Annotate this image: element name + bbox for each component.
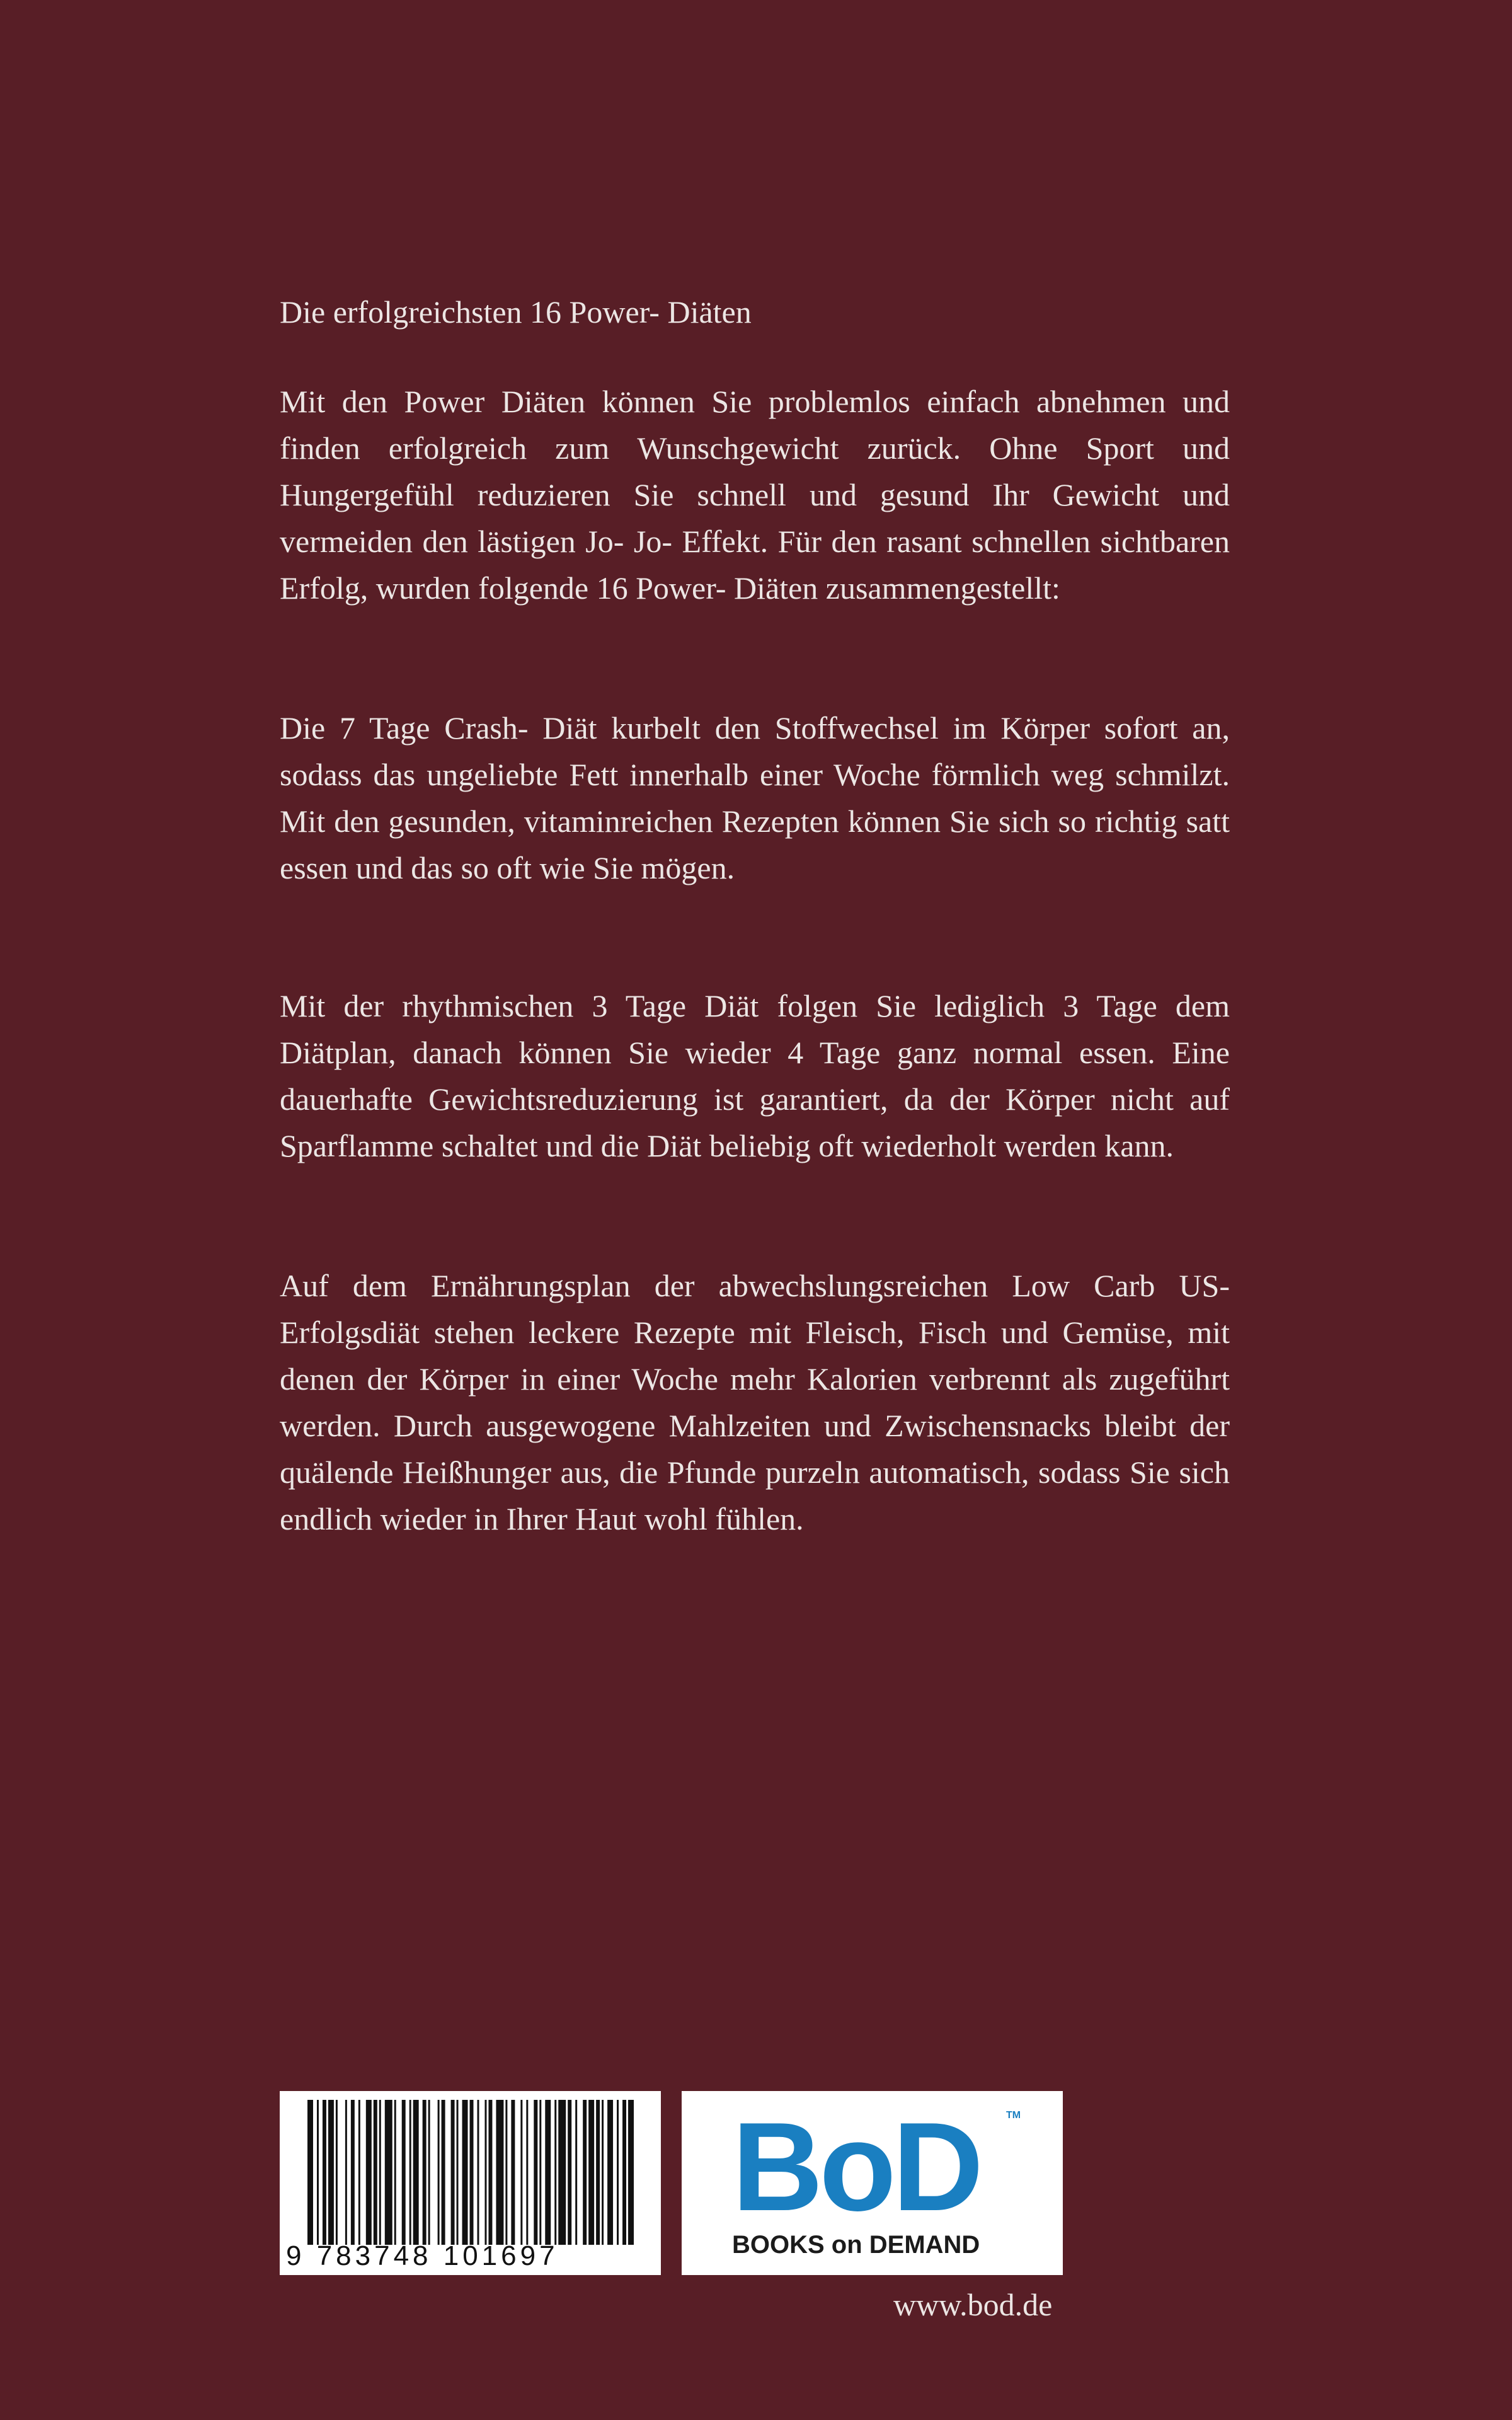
barcode-bar bbox=[622, 2100, 626, 2245]
barcode-bar bbox=[607, 2100, 613, 2245]
barcode-bar bbox=[394, 2100, 396, 2245]
barcode-bar bbox=[484, 2100, 486, 2245]
barcode-bar bbox=[410, 2100, 411, 2245]
paragraph-text: Auf dem Ernährungsplan der abwechslungsreichen Low Carb US- Erfolgsdiät stehen leckere Rezepte mit Fleisch, Fisch und Gemüse, mit denen der Körper in einer Woche mehr Kalorien verbrennt als zugeführt werden. Durch ausgewogene Mahlzeiten und Zwischensnacks bleibt der quälende Heißhunger aus, die Pfunde purzeln automatisch, sodass Sie sich endlich wieder in Ihrer Haut wohl fühlen. bbox=[280, 1268, 1230, 1536]
barcode-bar bbox=[323, 2100, 326, 2245]
barcode-bar bbox=[526, 2100, 528, 2245]
barcode-bar bbox=[366, 2100, 372, 2245]
barcode-bar bbox=[470, 2100, 474, 2245]
barcode-bar bbox=[351, 2100, 355, 2245]
barcode-bar bbox=[423, 2100, 427, 2245]
barcode-bar bbox=[568, 2100, 571, 2245]
blurb-paragraph-crash-diet bbox=[280, 705, 1230, 891]
barcode-bar bbox=[505, 2100, 507, 2245]
barcode-bar bbox=[428, 2100, 430, 2245]
barcode-bar bbox=[575, 2100, 577, 2245]
barcode-bar bbox=[438, 2100, 440, 2245]
barcode-bar bbox=[488, 2100, 492, 2245]
barcode-bar bbox=[451, 2100, 455, 2245]
barcode-bar bbox=[520, 2100, 522, 2245]
barcode-bar bbox=[588, 2100, 594, 2245]
barcode-bar bbox=[554, 2100, 556, 2245]
barcode-bar bbox=[534, 2100, 537, 2245]
barcode-bar bbox=[558, 2100, 566, 2245]
barcode-bar bbox=[307, 2100, 313, 2245]
paragraph-text: Mit den Power Diäten können Sie problemlos einfach abnehmen und finden erfolgreich zum Wunschgewicht zurück. Ohne Sport und Hungergefühl reduzieren Sie schnell und gesund Ihr Gewicht und vermeiden den lästigen Jo- Jo- Effekt. Für den rasant schnellen sichtbaren Erfolg, wurden folgende 16 Power- Diäten zusammengestellt: bbox=[280, 384, 1230, 606]
barcode-bar bbox=[379, 2100, 381, 2245]
paragraph-text: Die 7 Tage Crash- Diät kurbelt den Stoffwechsel im Körper sofort an, sodass das ungeliebte Fett innerhalb einer Woche förmlich weg schmilzt. Mit den gesunden, vitaminreichen Rezepten können Sie sich so richtig satt essen und das so oft wie Sie mögen. bbox=[280, 710, 1230, 885]
barcode-bar bbox=[413, 2100, 419, 2245]
barcode-bar bbox=[317, 2100, 319, 2245]
barcode-bar bbox=[602, 2100, 604, 2245]
paragraph-text: Mit der rhythmischen 3 Tage Diät folgen Sie lediglich 3 Tage dem Diätplan, danach können Sie wieder 4 Tage ganz normal essen. Eine dauerhafte Gewichtsreduzierung ist garantiert, da der Körper nicht auf Sparflamme schaltet und die Diät beliebig oft wiederholt werden kann. bbox=[280, 988, 1230, 1163]
back-cover-title: Die erfolgreichsten 16 Power- Diäten bbox=[280, 294, 752, 330]
barcode-bar bbox=[336, 2100, 338, 2245]
barcode-bar bbox=[477, 2100, 479, 2245]
publisher-logo bbox=[682, 2091, 1063, 2275]
barcode-bar bbox=[539, 2100, 541, 2245]
barcode-bar bbox=[358, 2100, 360, 2245]
barcode-bar bbox=[385, 2100, 392, 2245]
barcode-bar bbox=[545, 2100, 551, 2245]
barcode-bar bbox=[402, 2100, 406, 2245]
publisher-name: BOOKS on DEMAND bbox=[732, 2231, 980, 2259]
blurb-paragraph-low-carb bbox=[280, 1262, 1230, 1542]
barcode-bar bbox=[617, 2100, 619, 2245]
bod-logo-mark: BoD bbox=[732, 2097, 980, 2237]
barcode-bar bbox=[596, 2100, 600, 2245]
barcode-bar bbox=[628, 2100, 634, 2245]
barcode-bar bbox=[511, 2100, 515, 2245]
barcode-bar bbox=[328, 2100, 334, 2245]
barcode-bar bbox=[442, 2100, 445, 2245]
barcode-bar bbox=[583, 2100, 587, 2245]
publisher-website: www.bod.de bbox=[893, 2287, 1053, 2322]
barcode-digits: 9 783748 101697 bbox=[286, 2240, 559, 2271]
barcode-bar bbox=[462, 2100, 468, 2245]
barcode-bar bbox=[496, 2100, 503, 2245]
barcode-bar bbox=[345, 2100, 347, 2245]
isbn-barcode bbox=[280, 2091, 661, 2275]
blurb-paragraph-rhythmic-diet bbox=[280, 982, 1230, 1169]
barcode-bar bbox=[457, 2100, 459, 2245]
barcode-bars bbox=[307, 2100, 634, 2245]
barcode-bar bbox=[374, 2100, 377, 2245]
trademark-symbol: TM bbox=[1006, 2110, 1021, 2121]
blurb-paragraph-intro bbox=[280, 378, 1230, 611]
